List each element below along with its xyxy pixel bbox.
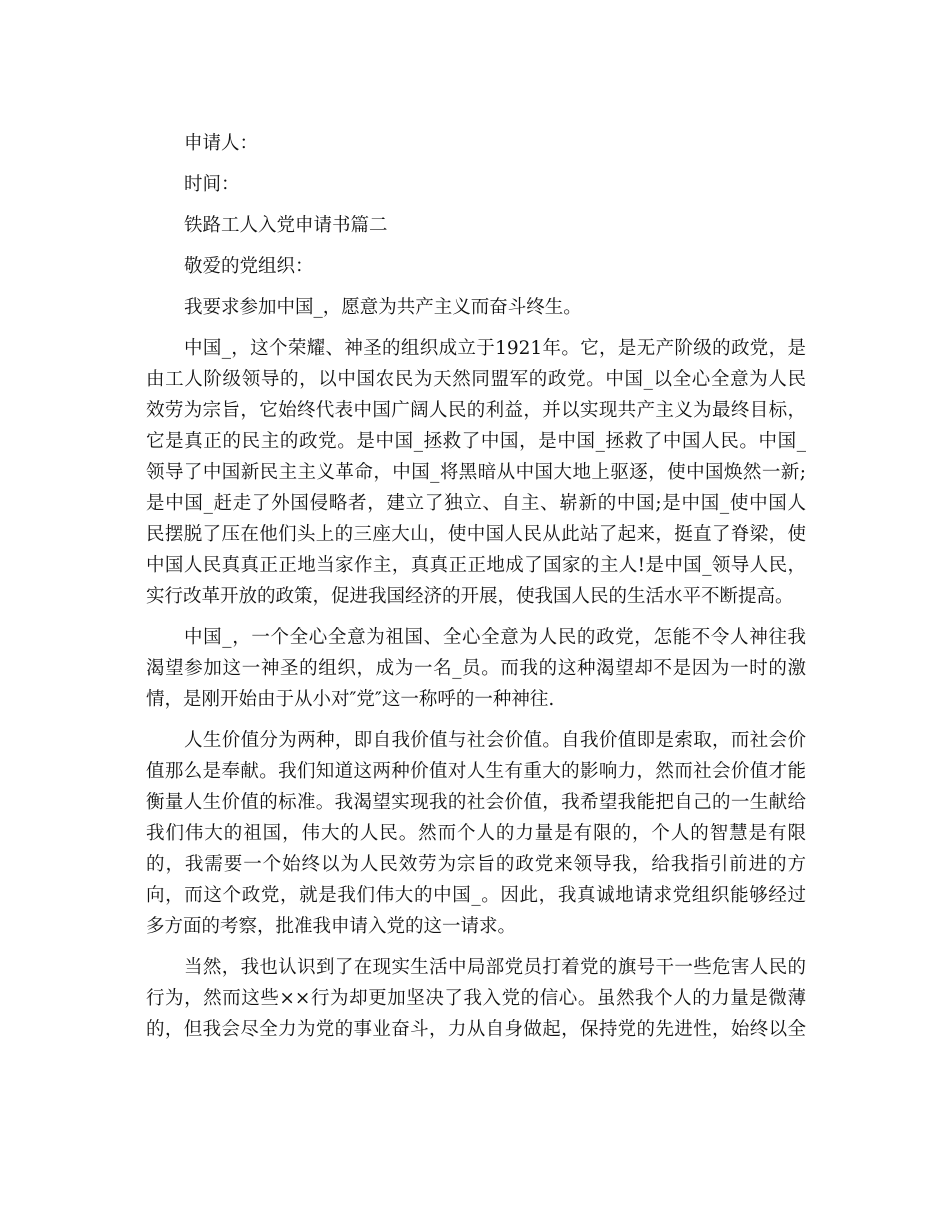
paragraph-line: 的，但我会尽全力为党的事业奋斗，力从自身做起，保持党的先进性，始终以全 (146, 1019, 806, 1040)
paragraph-line: 领导了中国新民主主义革命，中国_将黑暗从中国大地上驱逐，使中国焕然一新; (146, 462, 806, 483)
paragraph-line: 我们伟大的祖国，伟大的人民。然而个人的力量是有限的，个人的智慧是有限 (146, 823, 806, 844)
paragraph-line: 实行改革开放的政策，促进我国经济的开展，使我国人民的生活水平不断提高。 (146, 586, 794, 607)
paragraph-line: 值那么是奉献。我们知道这两种价值对人生有重大的影响力，然而社会价值才能 (146, 761, 806, 782)
paragraph-line: 渴望参加这一神圣的组织，成为一名_员。而我的这种渴望却不是因为一时的激 (146, 658, 806, 679)
paragraph-1 (146, 292, 806, 323)
time-label: 时间： (184, 174, 240, 195)
paragraph-line: 的，我需要一个始终以为人民效劳为宗旨的政党来领导我，给我指引前进的方 (146, 854, 806, 875)
paragraph-5 (146, 952, 806, 1045)
paragraph-line: 它是真正的民主的政党。是中国_拯救了中国，是中国_拯救了中国人民。中国_ (146, 431, 806, 452)
paragraph-line: 人生价值分为两种，即自我价值与社会价值。自我价值即是索取，而社会价 (184, 730, 806, 751)
document-title: 铁路工人入党申请书篇二 (184, 215, 388, 236)
paragraph-line: 行为，然而这些××行为却更加坚决了我入党的信心。虽然我个人的力量是微薄 (146, 988, 806, 1009)
paragraph-4 (146, 725, 806, 942)
paragraph-line: 效劳为宗旨，它始终代表中国广阔人民的利益，并以实现共产主义为最终目标， (146, 400, 806, 421)
paragraph-3 (146, 622, 806, 715)
document-page (146, 128, 806, 1055)
paragraph-2 (146, 333, 806, 612)
paragraph-line: 民摆脱了压在他们头上的三座大山，使中国人民从此站了起来，挺直了脊梁，使 (146, 524, 806, 545)
paragraph-line: 中国_，一个全心全意为祖国、全心全意为人民的政党，怎能不令人神往我 (184, 627, 806, 648)
paragraph-line: 向，而这个政党，就是我们伟大的中国_。因此，我真诚地请求党组织能够经过 (146, 885, 806, 906)
paragraph-line: 是中国_赶走了外国侵略者，建立了独立、自主、崭新的中国;是中国_使中国人 (146, 493, 806, 514)
paragraph-line: 当然，我也认识到了在现实生活中局部党员打着党的旗号干一些危害人民的 (184, 957, 806, 978)
paragraph-line: 情，是刚开始由于从小对″党″这一称呼的一种神往. (146, 689, 555, 710)
paragraph-line: 由工人阶级领导的，以中国农民为天然同盟军的政党。中国_以全心全意为人民 (146, 369, 806, 390)
paragraph-line: 多方面的考察，批准我申请入党的这一请求。 (146, 916, 517, 937)
paragraph-line: 中国_，这个荣耀、神圣的组织成立于1921年。它，是无产阶级的政党，是 (184, 338, 806, 359)
salutation: 敬爱的党组织： (184, 256, 314, 277)
paragraph-line: 衡量人生价值的标准。我渴望实现我的社会价值，我希望我能把自己的一生献给 (146, 792, 806, 813)
applicant-label: 申请人： (184, 133, 259, 154)
paragraph-line: 我要求参加中国_，愿意为共产主义而奋斗终生。 (184, 297, 582, 318)
paragraph-line: 中国人民真真正正地当家作主，真真正正地成了国家的主人!是中国_领导人民， (146, 555, 806, 576)
